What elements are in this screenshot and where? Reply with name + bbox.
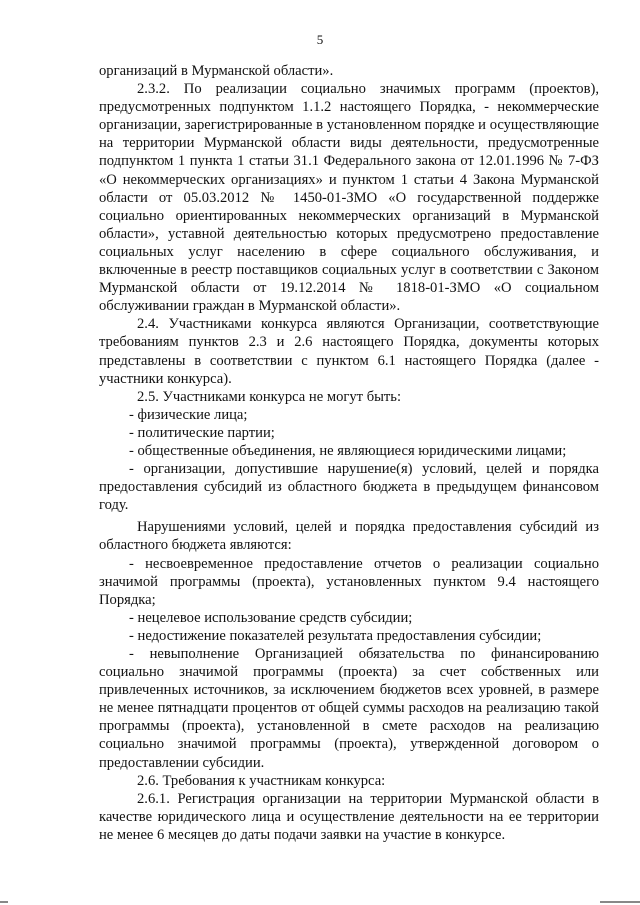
scan-edge-mark-right [600, 901, 640, 903]
paragraph-2-6: 2.6. Требования к участникам конкурса: [137, 772, 386, 789]
paragraph-continuation: организаций в Мурманской области». [99, 63, 334, 79]
document-body [99, 62, 599, 844]
paragraph-2-5: 2.5. Участниками конкурса не могут быть: [137, 388, 402, 405]
scan-edge-mark-left [0, 901, 8, 903]
list-item: - физические лица; [129, 406, 248, 423]
list-item: - организации, допустившие нарушение(я) условий, целей и порядка предоставления субсидий из областного бюджета в предыдущем финансовом году. [99, 461, 599, 514]
list-item: - нецелевое использование средств субсидии; [129, 609, 413, 626]
page-number: 5 [316, 32, 324, 47]
list-item: - несвоевременное предоставление отчетов о реализации социально значимой программы (проекта), установленных пунктом 9.4 настоящего Порядка; [99, 555, 599, 608]
list-item: - недостижение показателей результата предоставления субсидии; [129, 627, 542, 644]
paragraph-2-4: 2.4. Участниками конкурса являются Организации, соответствующие требованиям пунктов 2.3 и 2.6 настоящего Порядка, документы которых представлены в соответствии с пунктом 6.1 настоящего Порядка (далее - участники конкурса). [99, 316, 599, 387]
list-item: - невыполнение Организацией обязательства по финансированию социально значимой программы (проекта) за счет собственных или привлеченных источников, за исключением бюджетов всех уровней, в размере не менее пятнадцати процентов от общей суммы расходов на реализацию такой программы (проекта), установленной в смете расходов на реализацию социально значимой программы (проекта), утвержденной договором о предоставлении субсидии. [99, 646, 599, 771]
paragraph-2-3-2: 2.3.2. По реализации социально значимых программ (проектов), предусмотренных подпунктом 1.1.2 настоящего Порядка, - некоммерческие организации, зарегистрированные в установленном порядке и осуществляющие на территории Мурманской области виды деятельности, предусмотренные подпунктом 1 пункта 1 статьи 31.1 Федерального закона от 12.01.1996 № 7-ФЗ «О некоммерческих организациях» и пунктом 1 статьи 4 Закона Мурманской области от 05.03.2012 № 1450-01-ЗМО «О государственной поддержке социально ориентированных некоммерческих организаций в Мурманской области», уставной деятельностью которых предусмотрено предоставление социальных услуг населению в сфере социального обслуживания, и включенные в реестр поставщиков социальных услуг в соответствии с Законом Мурманской области от 19.12.2014 № 1818-01-ЗМО «О социальном обслуживании граждан в Мурманской области». [99, 81, 599, 315]
list-item: - общественные объединения, не являющиеся юридическими лицами; [129, 442, 567, 459]
list-item: - политические партии; [129, 424, 275, 441]
paragraph-2-6-1: 2.6.1. Регистрация организации на территории Мурманской области в качестве юридического лица и осуществление деятельности на ее территории не менее 6 месяцев до даты подачи заявки на участие в конкурсе. [99, 790, 599, 843]
paragraph-violations: Нарушениями условий, целей и порядка предоставления субсидий из областного бюджета являются: [99, 519, 599, 554]
